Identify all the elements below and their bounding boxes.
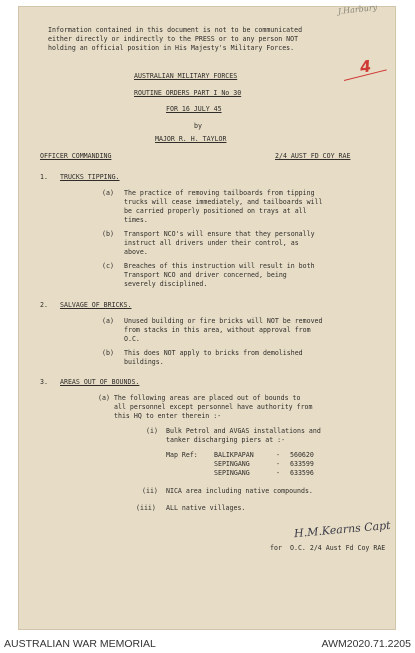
section-1b-line-3: above. [124, 248, 148, 256]
force-title: AUSTRALIAN MILITARY FORCES [134, 72, 238, 80]
archive-name: AUSTRALIAN WAR MEMORIAL [4, 638, 156, 650]
unit-title: 2/4 AUST FD COY RAE [275, 152, 351, 160]
section-3iii-line-1: ALL native villages. [166, 504, 246, 512]
place-name: SEPINGANG [214, 469, 250, 477]
pencil-annotation: J.Harbury [337, 2, 378, 17]
caveat-line-2: either directly or indirectly to the PRESS or to any person NOT [48, 35, 299, 43]
by-text: by [194, 122, 202, 130]
section-2a-line-3: O.C. [124, 335, 140, 343]
section-1c-line-3: severely disciplined. [124, 280, 208, 288]
place-ref: 560620 [290, 451, 314, 459]
section-3a-line-2: all personnel except personnel have authority from [114, 403, 313, 411]
section-1a-line-2: trucks will cease immediately, and tailboards will [124, 198, 323, 206]
section-1a-line-3: be carried properly positioned on trays at all [124, 207, 307, 215]
section-2b-line-1: This does NOT apply to bricks from demolished [124, 349, 303, 357]
section-1c-line-2: Transport NCO and driver concerned, being [124, 271, 287, 279]
place-name: SEPINGANG [214, 460, 250, 468]
officer-name: MAJOR R. H. TAYLOR [155, 135, 227, 143]
section-3-number: 3. [40, 378, 48, 386]
place-dash: - [276, 451, 280, 459]
section-3ii-label: (ii) [142, 487, 158, 495]
section-3-title: AREAS OUT OF BOUNDS. [60, 378, 140, 386]
place-dash: - [276, 460, 280, 468]
section-3i-line-2: tanker discharging piers at :- [166, 436, 286, 444]
red-number-mark: 4 [358, 56, 373, 77]
section-3ii-line-1: NICA area including native compounds. [166, 487, 313, 495]
section-2a-line-2: from stacks in this area, without approval from [124, 326, 311, 334]
caveat-line-3: holding an official position in His Majesty's Military Forces. [48, 44, 295, 52]
archive-footer [0, 633, 415, 653]
section-1c-line-1: Breaches of this instruction will result in both [124, 262, 315, 270]
place-ref: 633596 [290, 469, 314, 477]
document-page [18, 2, 396, 630]
section-1a-line-1: The practice of removing tailboards from tipping [124, 189, 315, 197]
caveat-line-1: Information contained in this document is not to be communicated [48, 26, 303, 34]
place-ref: 633599 [290, 460, 314, 468]
section-1a-line-4: times. [124, 216, 148, 224]
officer-commanding: OFFICER COMMANDING [40, 152, 112, 160]
section-3a-line-3: this HQ to enter therein :- [114, 412, 222, 420]
section-1b-line-2: instruct all drivers under their control, as [124, 239, 299, 247]
section-2-title: SALVAGE OF BRICKS. [60, 301, 132, 309]
section-3iii-label: (iii) [136, 504, 156, 512]
place-name: BALIKPAPAN [214, 451, 254, 459]
signature-for: for [270, 544, 282, 552]
place-dash: - [276, 469, 280, 477]
section-3i-label: (i) [146, 427, 158, 435]
section-2a-label: (a) [102, 317, 114, 325]
section-1b-label: (b) [102, 230, 114, 238]
section-2b-label: (b) [102, 349, 114, 357]
section-1-title: TRUCKS TIPPING. [60, 173, 120, 181]
archive-item-id: AWM2020.71.2205 [321, 638, 411, 650]
section-1b-line-1: Transport NCO's will ensure that they personally [124, 230, 315, 238]
section-2-number: 2. [40, 301, 48, 309]
section-2b-line-2: buildings. [124, 358, 164, 366]
orders-title: ROUTINE ORDERS PART I No 30 [134, 89, 242, 97]
section-2a-line-1: Unused building or fire bricks will NOT be removed [124, 317, 323, 325]
section-1-number: 1. [40, 173, 48, 181]
map-ref-label: Map Ref: [166, 451, 198, 459]
section-3i-line-1: Bulk Petrol and AVGAS installations and [166, 427, 321, 435]
handwritten-signature: H.M.Kearns Capt [293, 518, 392, 541]
section-3a-line-1: (a) The following areas are placed out of bounds to [98, 394, 301, 402]
orders-date: FOR 16 JULY 45 [166, 105, 222, 113]
section-1a-label: (a) [102, 189, 114, 197]
section-1c-label: (c) [102, 262, 114, 270]
signature-block: O.C. 2/4 Aust Fd Coy RAE [290, 544, 386, 552]
